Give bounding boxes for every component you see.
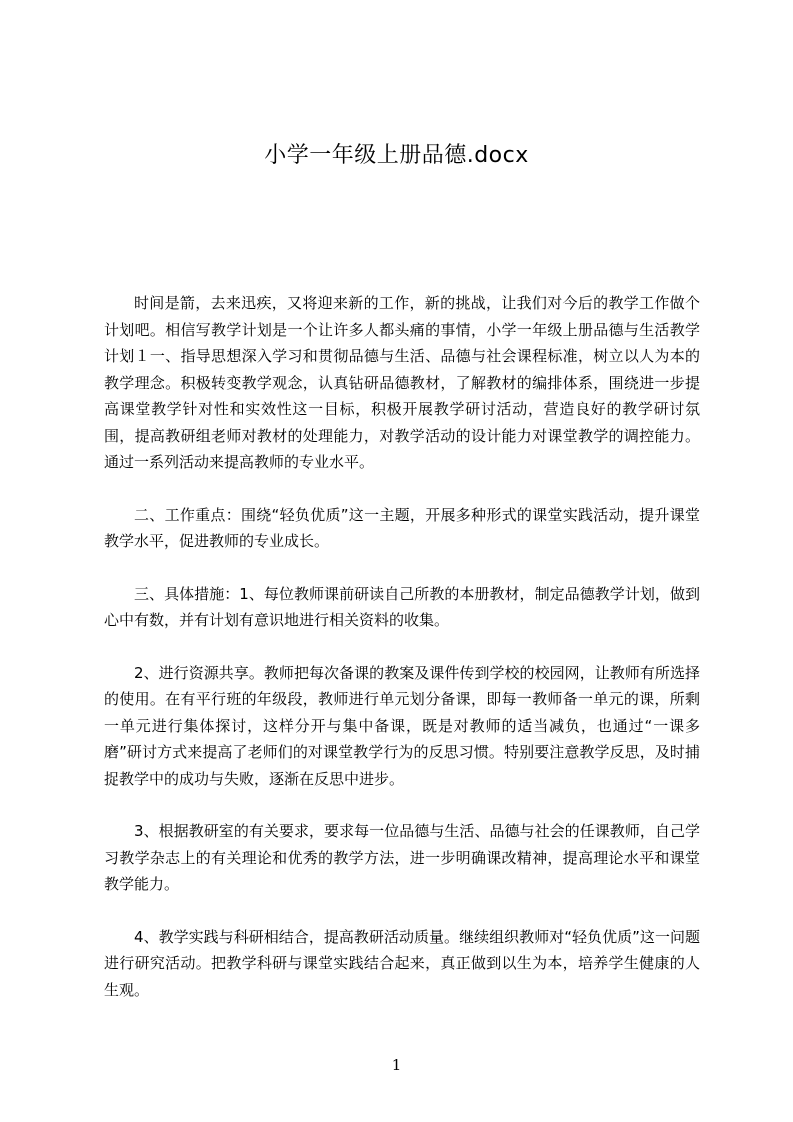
paragraph-measure-2: 2、进行资源共享。教师把每次备课的教案及课件传到学校的校园网，让教师有所选择的使用。在有平行班的年级段，教师进行单元划分备课，即每一教师备一单元的课，所剩一单元进行集体探讨，这样分开与集中备课，既是对教师的适当减负，也通过“一课多磨”研讨方式来提高了老师们的对课堂教学行为的反思习惯。特别要注意教学反思，及时捕捉教学中的成功与失败，逐渐在反思中进步。 xyxy=(104,663,700,788)
paragraph-work-focus: 二、工作重点：围绕“轻负优质”这一主题，开展多种形式的课堂实践活动，提升课堂教学水平，促进教师的专业成长。 xyxy=(104,505,700,550)
document-title: 小学一年级上册品德.docx xyxy=(264,143,529,168)
paragraph-measure-3: 3、根据教研室的有关要求，要求每一位品德与生活、品德与社会的任课教师，自己学习教学杂志上的有关理论和优秀的教学方法，进一步明确课改精神，提高理论水平和课堂教学能力。 xyxy=(104,822,700,893)
page-number: 1 xyxy=(391,1056,402,1074)
document-body xyxy=(104,290,700,1029)
paragraph-measure-4: 4、教学实践与科研相结合，提高教研活动质量。继续组织教师对“轻负优质”这一问题进行研究活动。把教学科研与课堂实践结合起来，真正做到以生为本，培养学生健康的人生观。 xyxy=(104,927,700,999)
paragraph-intro: 时间是箭，去来迅疾，又将迎来新的工作，新的挑战，让我们对今后的教学工作做个计划吧。相信写教学计划是一个让许多人都头痛的事情，小学一年级上册品德与生活教学计划１一、指导思想深入学习和贯彻品德与生活、品德与社会课程标准，树立以人为本的教学理念。积极转变教学观念，认真钻研品德教材，了解教材的编排体系，围绕进一步提高课堂教学针对性和实效性这一目标，积极开展教学研讨活动，营造良好的教学研讨氛围，提高教研组老师对教材的处理能力，对教学活动的设计能力对课堂教学的调控能力。通过一系列活动来提高教师的专业水平。 xyxy=(104,294,700,471)
paragraph-measure-1: 三、具体措施：1、每位教师课前研读自己所教的本册教材，制定品德教学计划，做到心中有数，并有计划有意识地进行相关资料的收集。 xyxy=(104,584,700,629)
